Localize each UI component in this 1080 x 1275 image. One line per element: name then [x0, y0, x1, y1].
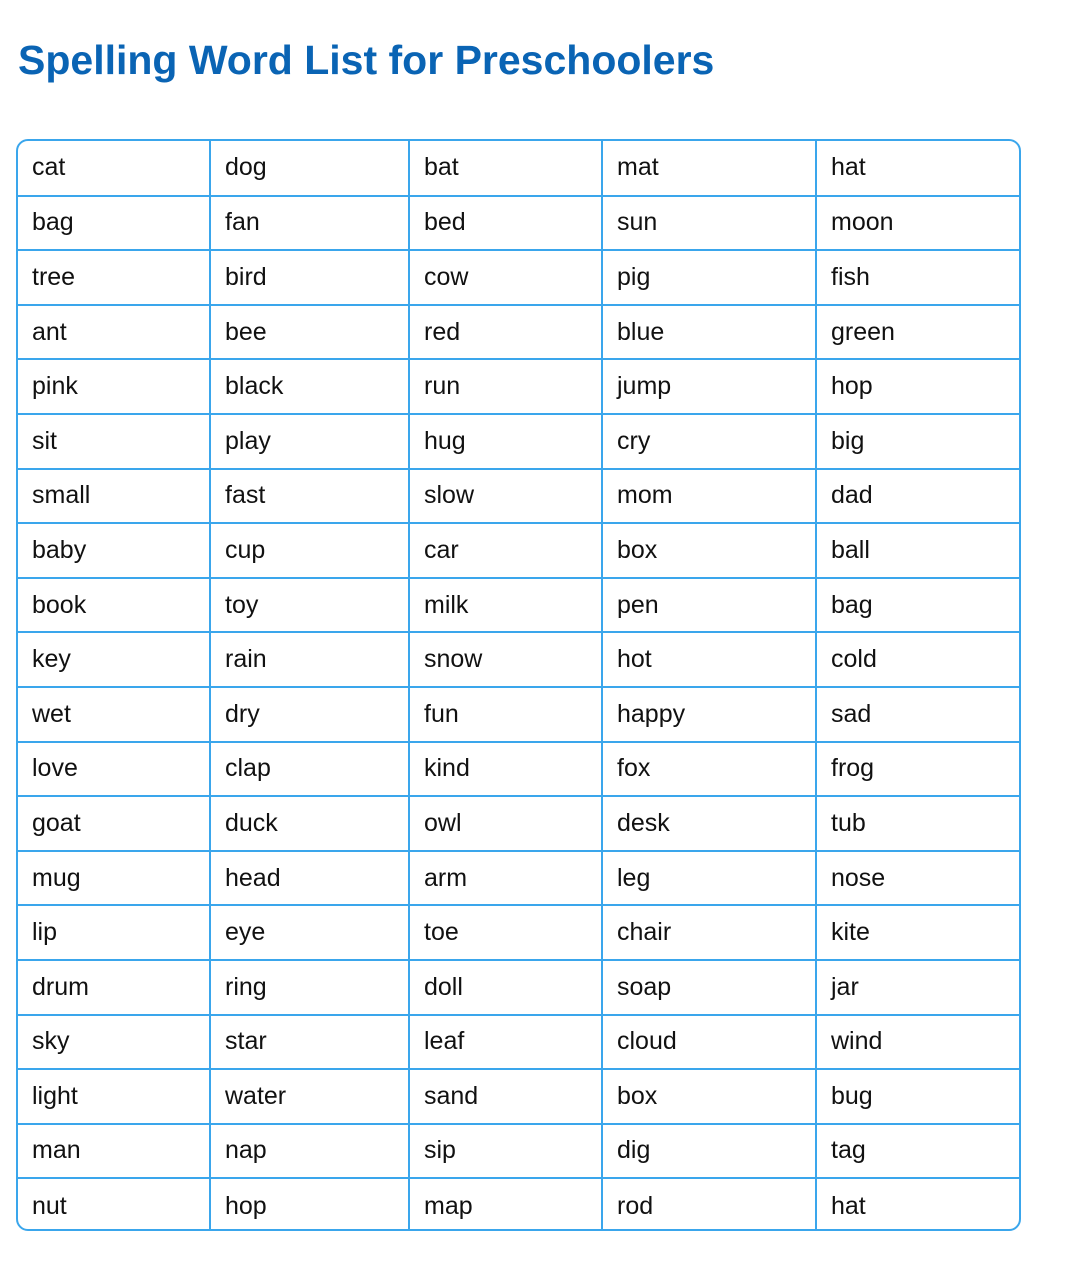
word-cell: chair	[602, 905, 816, 960]
word-cell: dad	[816, 469, 1019, 524]
word-cell: milk	[409, 578, 602, 633]
table-row	[18, 1178, 1019, 1231]
table-row	[18, 1015, 1019, 1070]
word-cell: book	[18, 578, 210, 633]
word-cell: key	[18, 632, 210, 687]
word-cell: small	[18, 469, 210, 524]
word-cell: bat	[409, 141, 602, 196]
word-cell: fox	[602, 742, 816, 797]
word-cell: cold	[816, 632, 1019, 687]
word-cell: green	[816, 305, 1019, 360]
word-cell: love	[18, 742, 210, 797]
word-cell: snow	[409, 632, 602, 687]
word-cell: box	[602, 523, 816, 578]
table-row	[18, 687, 1019, 742]
word-table	[18, 141, 1019, 1231]
word-cell: hug	[409, 414, 602, 469]
word-cell: baby	[18, 523, 210, 578]
word-cell: soap	[602, 960, 816, 1015]
word-cell: hat	[816, 1178, 1019, 1231]
word-cell: jar	[816, 960, 1019, 1015]
table-row	[18, 796, 1019, 851]
word-cell: bag	[816, 578, 1019, 633]
word-cell: water	[210, 1069, 409, 1124]
word-cell: arm	[409, 851, 602, 906]
word-cell: black	[210, 359, 409, 414]
word-cell: jump	[602, 359, 816, 414]
word-cell: tree	[18, 250, 210, 305]
table-row	[18, 414, 1019, 469]
word-cell: red	[409, 305, 602, 360]
word-cell: nut	[18, 1178, 210, 1231]
word-cell: mat	[602, 141, 816, 196]
word-cell: cow	[409, 250, 602, 305]
table-row	[18, 469, 1019, 524]
word-cell: run	[409, 359, 602, 414]
word-cell: ant	[18, 305, 210, 360]
word-cell: sun	[602, 196, 816, 251]
word-cell: light	[18, 1069, 210, 1124]
word-cell: wet	[18, 687, 210, 742]
word-table-container	[16, 139, 1021, 1231]
table-row	[18, 851, 1019, 906]
word-cell: box	[602, 1069, 816, 1124]
word-cell: hot	[602, 632, 816, 687]
table-row	[18, 960, 1019, 1015]
word-cell: cup	[210, 523, 409, 578]
word-cell: hop	[816, 359, 1019, 414]
table-row	[18, 196, 1019, 251]
word-cell: dog	[210, 141, 409, 196]
word-cell: lip	[18, 905, 210, 960]
word-cell: goat	[18, 796, 210, 851]
word-cell: head	[210, 851, 409, 906]
word-cell: sit	[18, 414, 210, 469]
word-cell: doll	[409, 960, 602, 1015]
word-cell: play	[210, 414, 409, 469]
word-cell: slow	[409, 469, 602, 524]
word-cell: ring	[210, 960, 409, 1015]
word-cell: nose	[816, 851, 1019, 906]
table-row	[18, 1069, 1019, 1124]
word-cell: duck	[210, 796, 409, 851]
word-cell: tag	[816, 1124, 1019, 1179]
word-cell: ball	[816, 523, 1019, 578]
word-cell: nap	[210, 1124, 409, 1179]
word-cell: blue	[602, 305, 816, 360]
table-row	[18, 1124, 1019, 1179]
table-row	[18, 141, 1019, 196]
word-cell: sky	[18, 1015, 210, 1070]
word-cell: mom	[602, 469, 816, 524]
word-cell: fast	[210, 469, 409, 524]
word-cell: cry	[602, 414, 816, 469]
word-cell: bag	[18, 196, 210, 251]
word-cell: rod	[602, 1178, 816, 1231]
word-cell: star	[210, 1015, 409, 1070]
word-cell: eye	[210, 905, 409, 960]
word-cell: kind	[409, 742, 602, 797]
word-cell: bird	[210, 250, 409, 305]
word-cell: desk	[602, 796, 816, 851]
word-cell: bee	[210, 305, 409, 360]
table-row	[18, 742, 1019, 797]
table-row	[18, 305, 1019, 360]
word-cell: sip	[409, 1124, 602, 1179]
word-cell: map	[409, 1178, 602, 1231]
word-cell: kite	[816, 905, 1019, 960]
word-table-body	[18, 141, 1019, 1231]
word-cell: leaf	[409, 1015, 602, 1070]
word-cell: hat	[816, 141, 1019, 196]
word-cell: rain	[210, 632, 409, 687]
table-row	[18, 578, 1019, 633]
word-cell: sad	[816, 687, 1019, 742]
word-cell: pink	[18, 359, 210, 414]
word-cell: dig	[602, 1124, 816, 1179]
word-cell: bug	[816, 1069, 1019, 1124]
table-row	[18, 905, 1019, 960]
word-cell: cloud	[602, 1015, 816, 1070]
word-cell: fan	[210, 196, 409, 251]
word-cell: pig	[602, 250, 816, 305]
word-cell: hop	[210, 1178, 409, 1231]
word-cell: fun	[409, 687, 602, 742]
word-cell: fish	[816, 250, 1019, 305]
word-cell: bed	[409, 196, 602, 251]
table-row	[18, 523, 1019, 578]
word-cell: tub	[816, 796, 1019, 851]
word-cell: toy	[210, 578, 409, 633]
word-cell: happy	[602, 687, 816, 742]
table-row	[18, 359, 1019, 414]
table-row	[18, 250, 1019, 305]
word-cell: leg	[602, 851, 816, 906]
word-cell: man	[18, 1124, 210, 1179]
word-cell: sand	[409, 1069, 602, 1124]
word-cell: toe	[409, 905, 602, 960]
word-cell: clap	[210, 742, 409, 797]
word-cell: big	[816, 414, 1019, 469]
word-cell: pen	[602, 578, 816, 633]
page-title: Spelling Word List for Preschoolers	[18, 37, 715, 83]
word-cell: dry	[210, 687, 409, 742]
word-cell: frog	[816, 742, 1019, 797]
word-cell: car	[409, 523, 602, 578]
word-cell: wind	[816, 1015, 1019, 1070]
word-cell: owl	[409, 796, 602, 851]
table-row	[18, 632, 1019, 687]
word-cell: cat	[18, 141, 210, 196]
word-cell: drum	[18, 960, 210, 1015]
word-cell: mug	[18, 851, 210, 906]
word-cell: moon	[816, 196, 1019, 251]
